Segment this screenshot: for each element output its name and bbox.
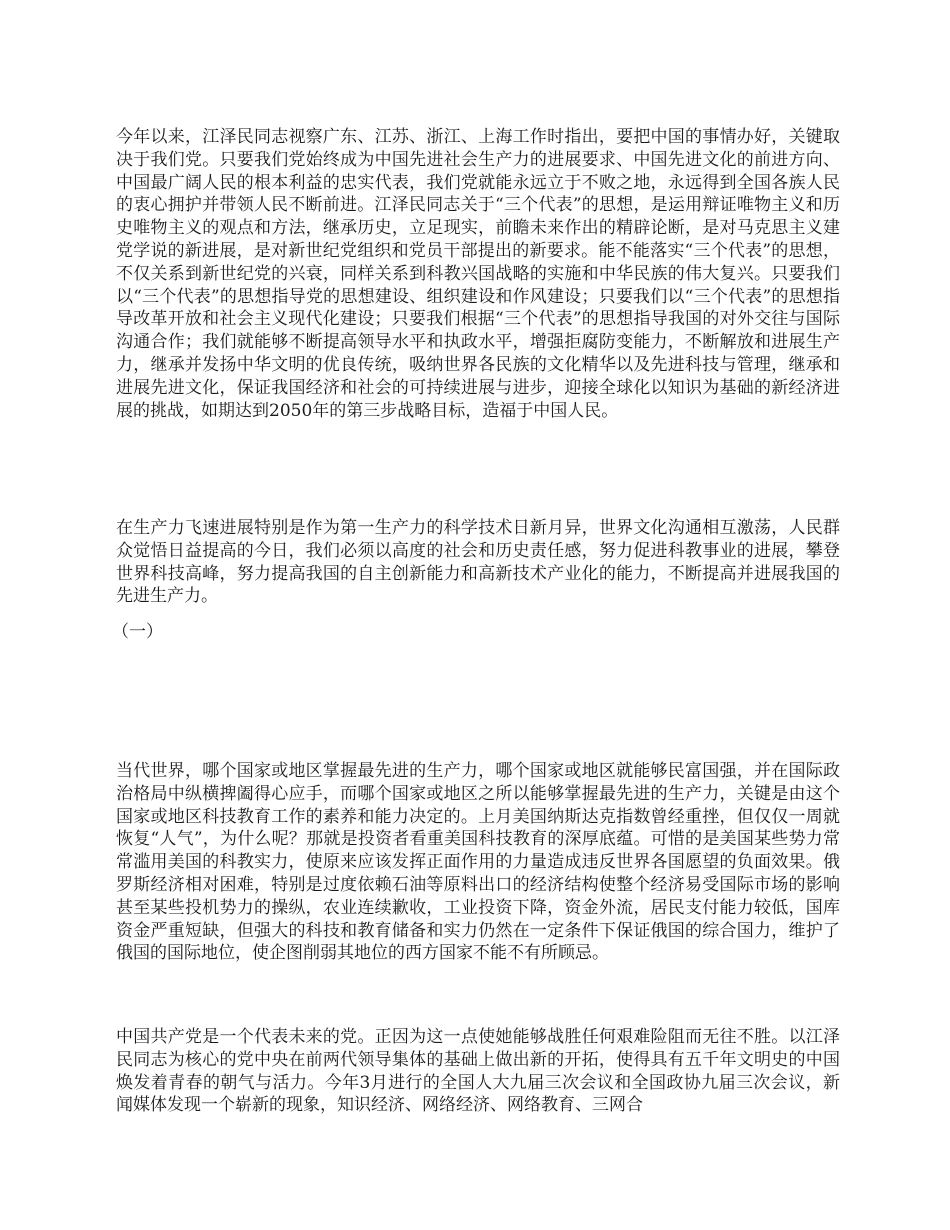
paragraph-party-future: 中国共产党是一个代表未来的党。正因为这一点使她能够战胜任何艰难险阻而无往不胜。以江泽民同志为核心的党中央在前两代领导集体的基础上做出新的开拓，使得具有五千年文明史的中国焕发着青春的朝气与活力。今年3月进行的全国人大九届三次会议和全国政协九届三次会议，新闻媒体发现一个崭新的现象，知识经济、网络经济、网络教育、三网合: [116, 1027, 840, 1116]
paragraph-contemporary-world: 当代世界，哪个国家或地区掌握最先进的生产力，哪个国家或地区就能够民富国强，并在国际政治格局中纵横捭阖得心应手，而哪个国家或地区之所以能够掌握最先进的生产力，关键是由这个国家或地区科技教育工作的素养和能力决定的。上月美国纳斯达克指数曾经重挫，但仅仅一周就恢复“人气”，为什么呢？那就是投资者看重美国科技教育的深厚底蕴。可惜的是美国某些势力常常滥用美国的科教实力，使原来应该发挥正面作用的力量造成违反世界各国愿望的负面效果。俄罗斯经济相对困难，特别是过度依赖石油等原料出口的经济结构使整个经济易受国际市场的影响甚至某些投机势力的操纵，农业连续歉收，工业投资下降，资金外流，居民支付能力较低，国库资金严重短缺，但强大的科技和教育储备和实力仍然在一定条件下保证俄国的综合国力，维护了俄国的国际地位，使企图削弱其地位的西方国家不能不有所顾忌。: [116, 761, 840, 964]
section-heading: （一）: [112, 622, 163, 642]
paragraph-three-represents: 今年以来，江泽民同志视察广东、江苏、浙江、上海工作时指出，要把中国的事情办好，关键取决于我们党。只要我们党始终成为中国先进社会生产力的进展要求、中国先进文化的前进方向、中国最广阔人民的根本利益的忠实代表，我们党就能永远立于不败之地，永远得到全国各族人民的衷心拥护并带领人民不断前进。江泽民同志关于“三个代表”的思想，是运用辩证唯物主义和历史唯物主义的观点和方法，继承历史，立足现实，前瞻未来作出的精辟论断，是对马克思主义建党学说的新进展，是对新世纪党组织和党员干部提出的新要求。能不能落实“三个代表”的思想，不仅关系到新世纪党的兴衰，同样关系到科教兴国战略的实施和中华民族的伟大复兴。只要我们以“三个代表”的思想指导党的思想建设、组织建设和作风建设；只要我们以“三个代表”的思想指导改革开放和社会主义现代化建设；只要我们根据“三个代表”的思想指导我国的对外交往与国际沟通合作；我们就能够不断提高领导水平和执政水平，增强拒腐防变能力，不断解放和进展生产力，继承并发扬中华文明的优良传统，吸纳世界各民族的文化精华以及先进科技与管理，继承和进展先进文化，保证我国经济和社会的可持续进展与进步，迎接全球化以知识为基础的新经济进展的挑战，如期达到2050年的第三步战略目标，造福于中国人民。: [116, 127, 840, 421]
paragraph-productivity: 在生产力飞速进展特别是作为第一生产力的科学技术日新月异，世界文化沟通相互激荡，人民群众觉悟日益提高的今日，我们必须以高度的社会和历史责任感，努力促进科教事业的进展，攀登世界科技高峰，努力提高我国的自主创新能力和高新技术产业化的能力，不断提高并进展我国的先进生产力。: [116, 518, 840, 607]
